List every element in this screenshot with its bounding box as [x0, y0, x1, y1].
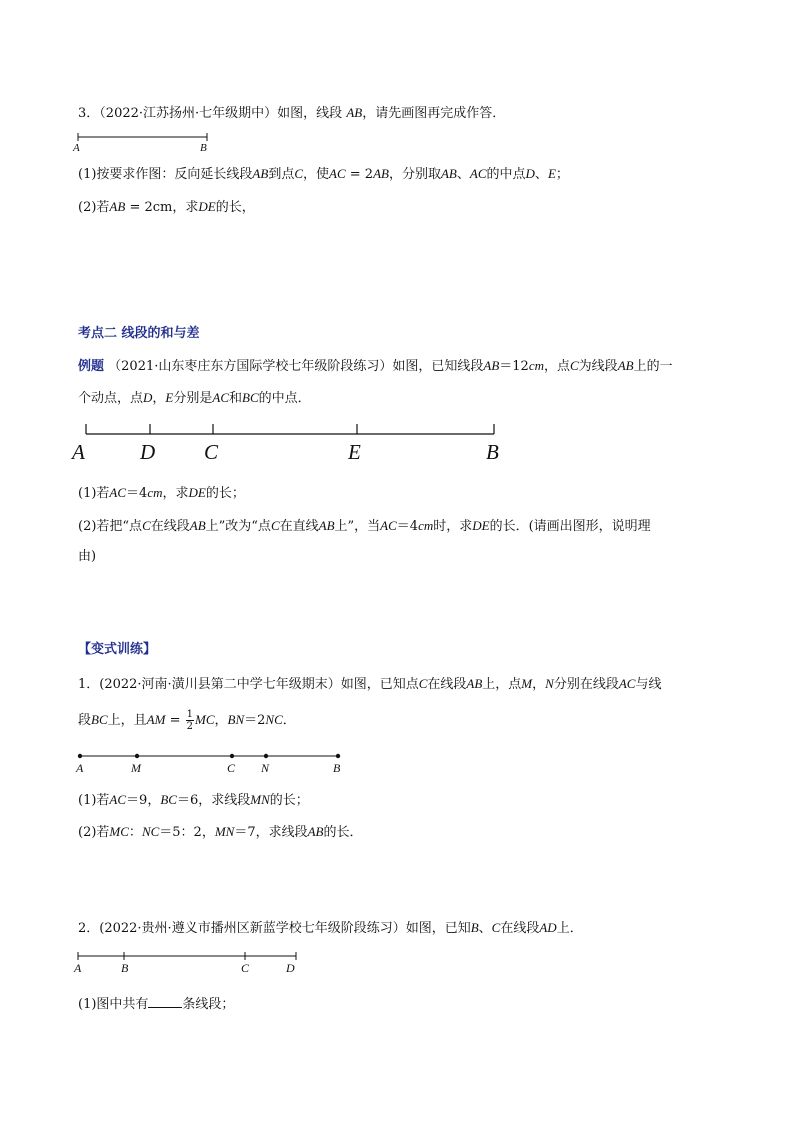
v1-line-1: 1．(2022·河南·潢川县第二中学七年级期末）如图，已知点C在线段AB上，点M，N分别在线段AC与线: [78, 676, 662, 692]
v1-part2: (2)若MC：NC＝5：2，MN＝7，求线段AB的长．: [78, 824, 363, 840]
point-label-c: C: [227, 761, 236, 775]
point-label-e: E: [348, 440, 361, 464]
point-label-a: A: [74, 961, 82, 975]
point-label-b: B: [486, 440, 499, 464]
point-label-a: A: [76, 761, 84, 775]
example-line-2: 个动点，点D，E分别是AC和BC的中点．: [78, 390, 311, 406]
variant-title: 【变式训练】: [78, 642, 157, 657]
section-title: 考点二 线段的和与差: [78, 326, 200, 341]
point-label-n: N: [261, 761, 270, 775]
q3-stem: 3．（2022·江苏扬州·七年级期中）如图，线段 AB，请先画图再完成作答．: [78, 105, 506, 121]
point-label-b: B: [121, 961, 129, 975]
v1-line-2: 段BC上，且AM = $\frac{1}{2}$ MC，BN＝2NC．: [78, 709, 296, 732]
point-label-c: C: [204, 440, 219, 464]
q3-part1: (1)按要求作图：反向延长线段AB到点C，使AC = 2AB，分别取AB、AC的中点D、E；: [78, 166, 569, 182]
point-label-m: M: [131, 761, 141, 775]
example-part2: (2)若把“点C在线段AB上”改为“点C在直线AB上”，当AC＝4cm时，求DE的长．(请画出图形，说明理: [78, 518, 651, 534]
v1-part1: (1)若AC＝9，BC＝6，求线段MN的长；: [78, 792, 309, 808]
point-label-b: B: [200, 142, 207, 154]
point-label-a: A: [72, 440, 85, 464]
example-line-1: 例题 （2021·山东枣庄东方国际学校七年级阶段练习）如图，已知线段AB＝12cm，点C为线段AB上的一: [78, 358, 673, 374]
answer-blank[interactable]: [148, 995, 182, 1008]
example-part2-cont: 由): [78, 549, 97, 564]
fraction: $\frac{1}{2}$: [186, 709, 193, 732]
point-label-c: C: [241, 961, 250, 975]
example-part1: (1)若AC＝4cm，求DE的长；: [78, 485, 245, 501]
example-tag: 例题: [78, 359, 105, 374]
point-label-d: D: [140, 440, 156, 464]
point-label-a: A: [73, 142, 80, 154]
question-number: 3: [78, 106, 87, 121]
question-source: （2022·江苏扬州·七年级期中）: [99, 106, 278, 121]
q3-part2: (2)若AB = 2cm，求DE的长，: [78, 199, 255, 215]
v2-part1: (1)图中共有 条线段；: [78, 997, 235, 1012]
point-label-d: D: [286, 961, 295, 975]
v2-line-1: 2．(2022·贵州·遵义市播州区新蓝学校七年级阶段练习）如图，已知B、C在线段AD上．: [78, 920, 583, 936]
point-label-b: B: [333, 761, 341, 775]
